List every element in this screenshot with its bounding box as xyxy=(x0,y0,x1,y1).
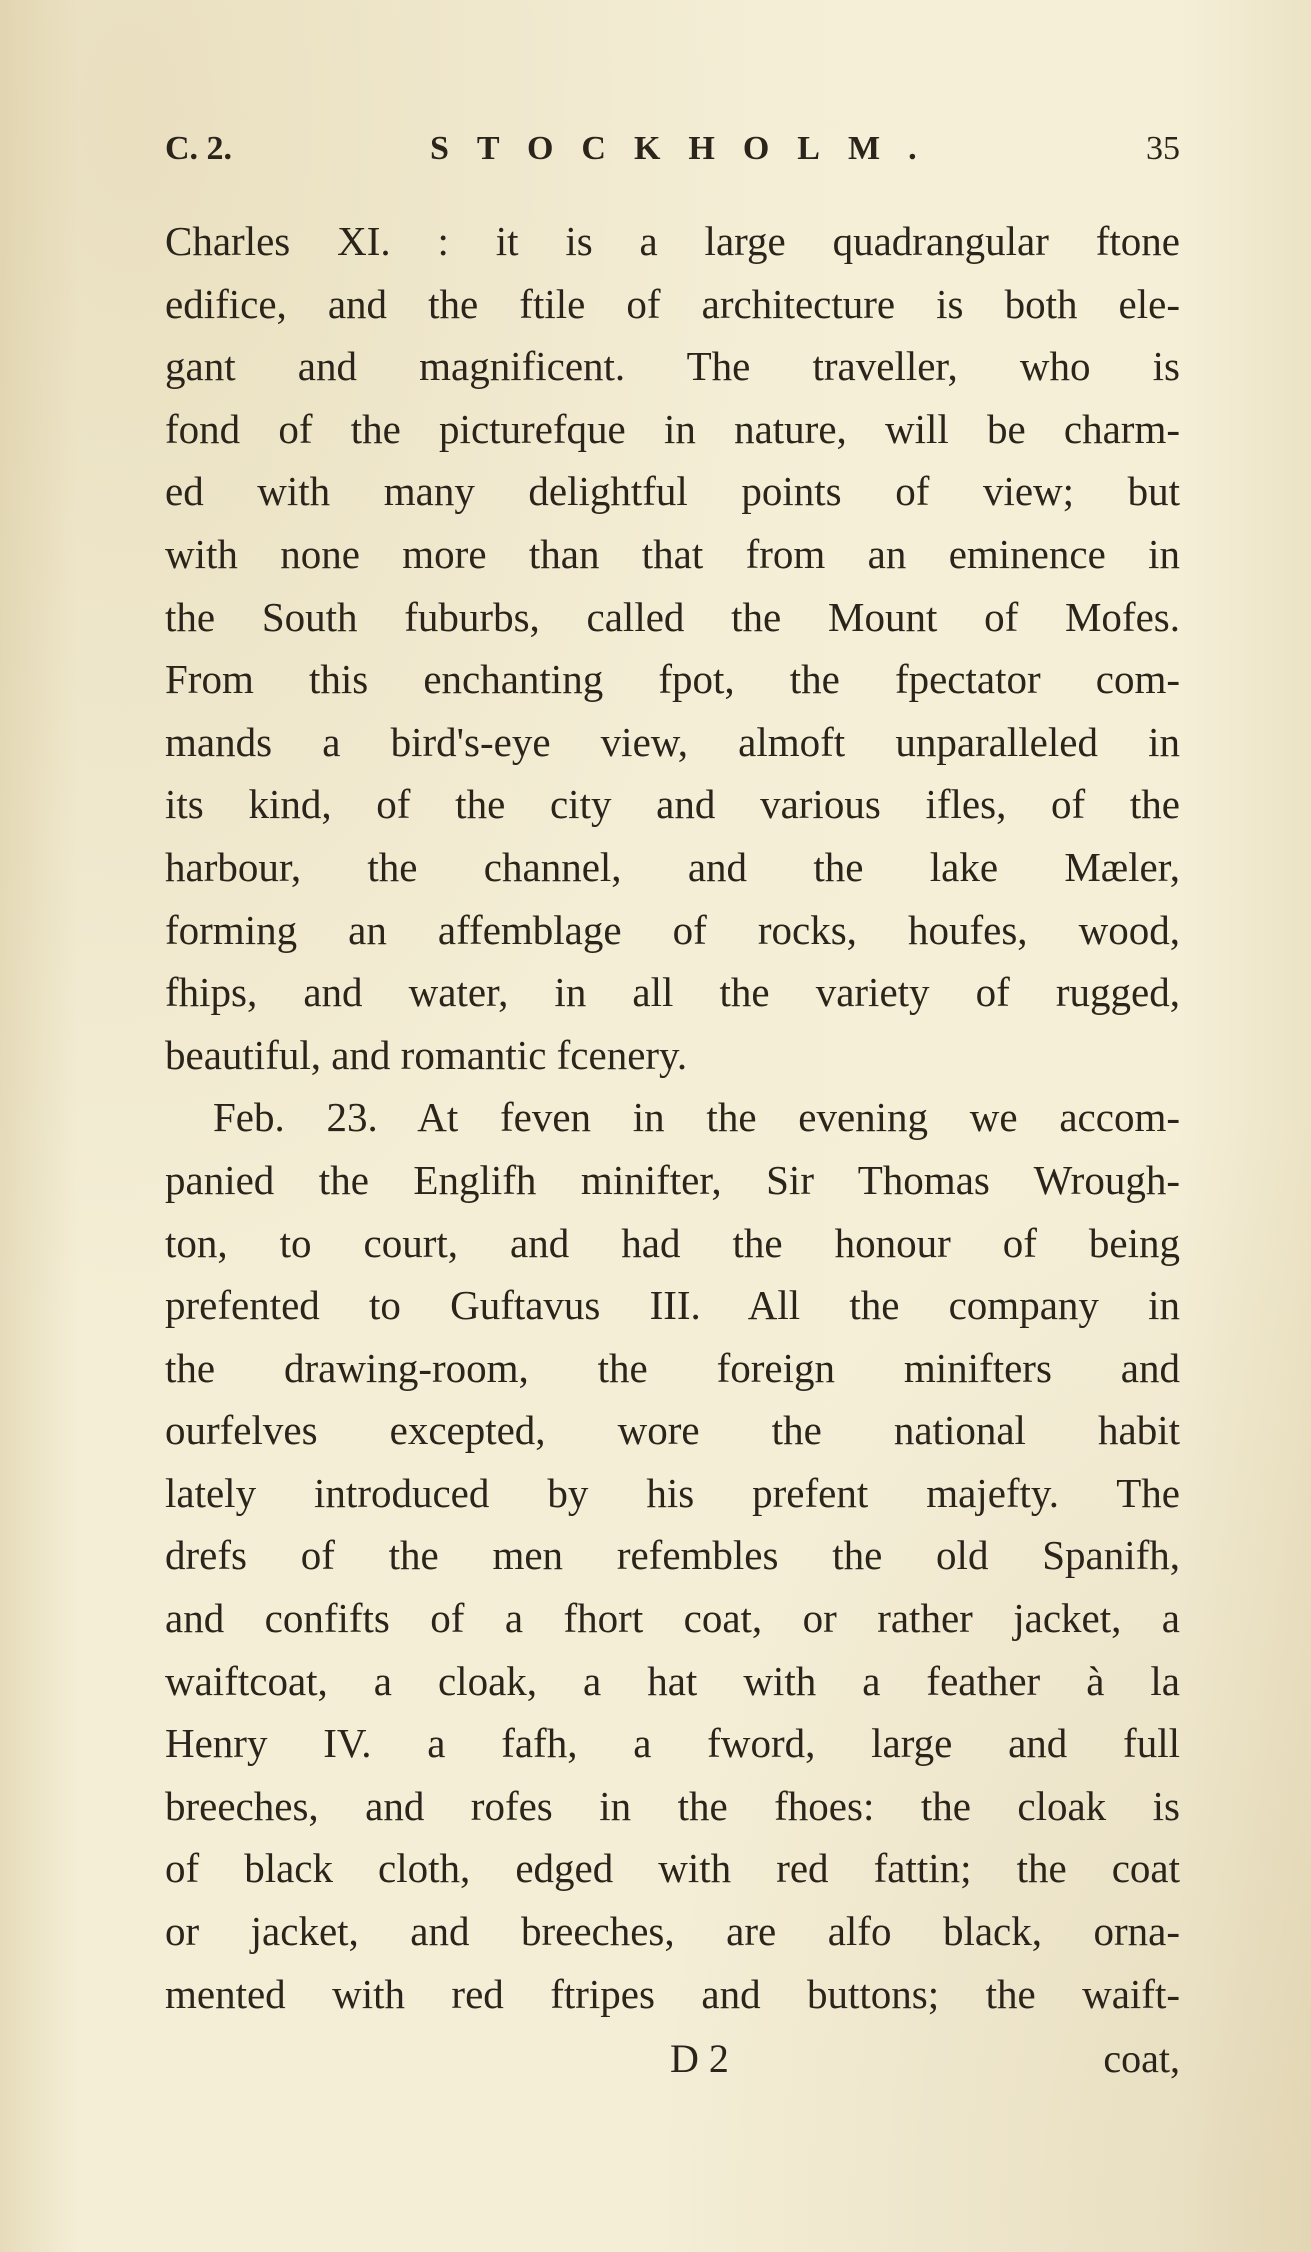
text-line: and confifts of a fhort coat, or rather jacket, a xyxy=(165,1595,1180,1642)
text-line: ton, to court, and had the honour of being xyxy=(165,1219,1180,1266)
page-footer xyxy=(165,2035,1180,2095)
text-line: mented with red ftripes and buttons; the waift- xyxy=(165,1970,1180,2017)
text-line: edifice, and the ftile of architecture is both ele- xyxy=(165,280,1180,327)
text-line: ourfelves excepted, wore the national habit xyxy=(165,1407,1180,1454)
signature-mark: D 2 xyxy=(670,2036,729,2081)
text-line: with none more than that from an eminence in xyxy=(165,530,1180,577)
text-line: the drawing-room, the foreign minifters and xyxy=(165,1344,1180,1391)
body-text xyxy=(165,210,1180,2025)
text-line: fond of the picturefque in nature, will be charm- xyxy=(165,405,1180,452)
running-header xyxy=(165,130,1180,190)
text-line: lately introduced by his prefent majefty. The xyxy=(165,1469,1180,1516)
text-line: prefented to Guftavus III. All the company in xyxy=(165,1282,1180,1329)
text-line: its kind, of the city and various ifles, of the xyxy=(165,781,1180,828)
text-line: gant and magnificent. The traveller, who is xyxy=(165,343,1180,390)
text-line: forming an affemblage of rocks, houfes, wood, xyxy=(165,906,1180,953)
text-line: panied the Englifh minifter, Sir Thomas Wrough- xyxy=(165,1156,1180,1203)
paragraph-start-line: Feb. 23. At feven in the evening we accom- xyxy=(213,1094,1180,1141)
text-line: of black cloth, edged with red fattin; the coat xyxy=(165,1845,1180,1892)
text-line: mands a bird's-eye view, almoft unparalleled in xyxy=(165,718,1180,765)
text-line: From this enchanting fpot, the fpectator com- xyxy=(165,656,1180,703)
text-line: or jacket, and breeches, are alfo black, orna- xyxy=(165,1908,1180,1955)
text-line: waiftcoat, a cloak, a hat with a feather à la xyxy=(165,1657,1180,1704)
catchword: coat, xyxy=(1103,2036,1180,2081)
page-number: 35 xyxy=(1146,130,1180,167)
text-line: the South fuburbs, called the Mount of Mofes. xyxy=(165,593,1180,640)
text-line: harbour, the channel, and the lake Mæler, xyxy=(165,843,1180,890)
text-line: fhips, and water, in all the variety of rugged, xyxy=(165,969,1180,1016)
chapter-reference: C. 2. xyxy=(165,130,233,167)
text-line: ed with many delightful points of view; but xyxy=(165,468,1180,515)
paragraph-end-line: beautiful, and romantic fcenery. xyxy=(165,1031,688,1078)
running-title: STOCKHOLM. xyxy=(430,130,945,167)
text-line: breeches, and rofes in the fhoes: the cloak is xyxy=(165,1782,1180,1829)
text-line: Henry IV. a fafh, a fword, large and full xyxy=(165,1720,1180,1767)
text-line: drefs of the men refembles the old Spanifh, xyxy=(165,1532,1180,1579)
text-line: Charles XI. : it is a large quadrangular ftone xyxy=(165,218,1180,264)
